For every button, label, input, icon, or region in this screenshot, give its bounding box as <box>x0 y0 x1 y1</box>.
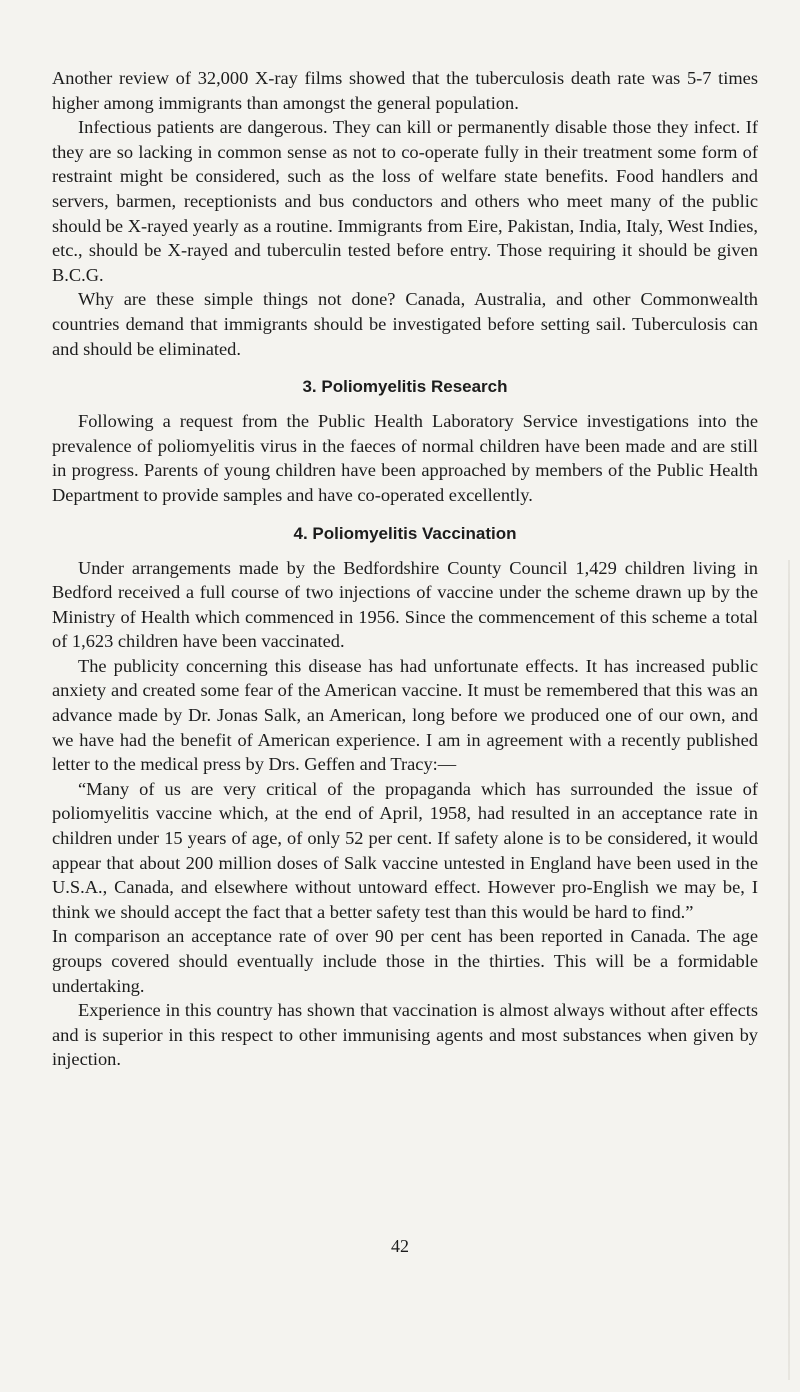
page-number: 42 <box>391 1236 409 1256</box>
paragraph-publicity: The publicity concerning this disease has had unfortunate effects. It has increased public anxiety and created some fear of the American vaccine. It must be remembered that this was an advance made by Dr. Jonas Salk, an American, long before we produced one of our own, and we have had the benefit of American experience. I am in agreement with a recently published letter to the medical press by Drs. Geffen and Tracy:— <box>52 655 758 775</box>
paragraph-polio-research: Following a request from the Public Health Laboratory Service investigations into the prevalence of poliomyelitis virus in the faeces of normal children have been made and are still in progress. Parents of young children have been approached by members of the Public Health Department to provide samples and have co-operated excellently. <box>52 411 758 505</box>
document-page <box>52 66 758 1072</box>
paragraph-experience: Experience in this country has shown that vaccination is almost always without after effects and is superior in this respect to other immunising agents and most substances when given by injection. <box>52 1000 758 1070</box>
paragraph-why-not-done: Why are these simple things not done? Canada, Australia, and other Commonwealth countries demand that immigrants should be investigated before setting sail. Tuberculosis can and should be eliminated. <box>52 289 758 359</box>
paragraph-canada-comparison: In comparison an acceptance rate of over 90 per cent has been reported in Canada. The age groups covered should eventually include those in the thirties. This will be a formidable undertaking. <box>52 926 758 996</box>
page-edge-shadow <box>788 560 790 1380</box>
heading-poliomyelitis-research: 3. Poliomyelitis Research <box>302 377 508 397</box>
paragraph-infectious-patients: Infectious patients are dangerous. They can kill or permanently disable those they infect. If they are so lacking in common sense as not to co-operate fully in their treatment some form of restraint might be considered, such as the loss of welfare state benefits. Food handlers and servers, barmen, receptionists and bus conductors and others who meet many of the public should be X-rayed yearly as a routine. Immigrants from Eire, Pakistan, India, Italy, West Indies, etc., should be X-rayed and tuberculin tested before entry. Those requiring it should be given B.C.G. <box>52 117 758 285</box>
paragraph-xray-review: Another review of 32,000 X-ray films showed that the tuberculosis death rate was 5-7 times higher among immigrants than amongst the general population. <box>52 68 758 113</box>
paragraph-quoted-letter: “Many of us are very critical of the propaganda which has surrounded the issue of poliomyelitis vaccine which, at the end of April, 1958, had resulted in an acceptance rate in children under 15 years of age, of only 52 per cent. If safety alone is to be considered, it would appear that about 200 million doses of Salk vaccine untested in England have been used in the U.S.A., Canada, and elsewhere without untoward effect. However pro-English we may be, I think we should accept the fact that a better safety test than this would be hard to find.” <box>52 778 758 922</box>
paragraph-bedfordshire-arrangements: Under arrangements made by the Bedfordshire County Council 1,429 children living in Bedford received a full course of two injections of vaccine under the scheme drawn up by the Ministry of Health which commenced in 1956. Since the commencement of this scheme a total of 1,623 children have been vaccinated. <box>52 557 758 652</box>
heading-poliomyelitis-vaccination: 4. Poliomyelitis Vaccination <box>293 523 517 543</box>
